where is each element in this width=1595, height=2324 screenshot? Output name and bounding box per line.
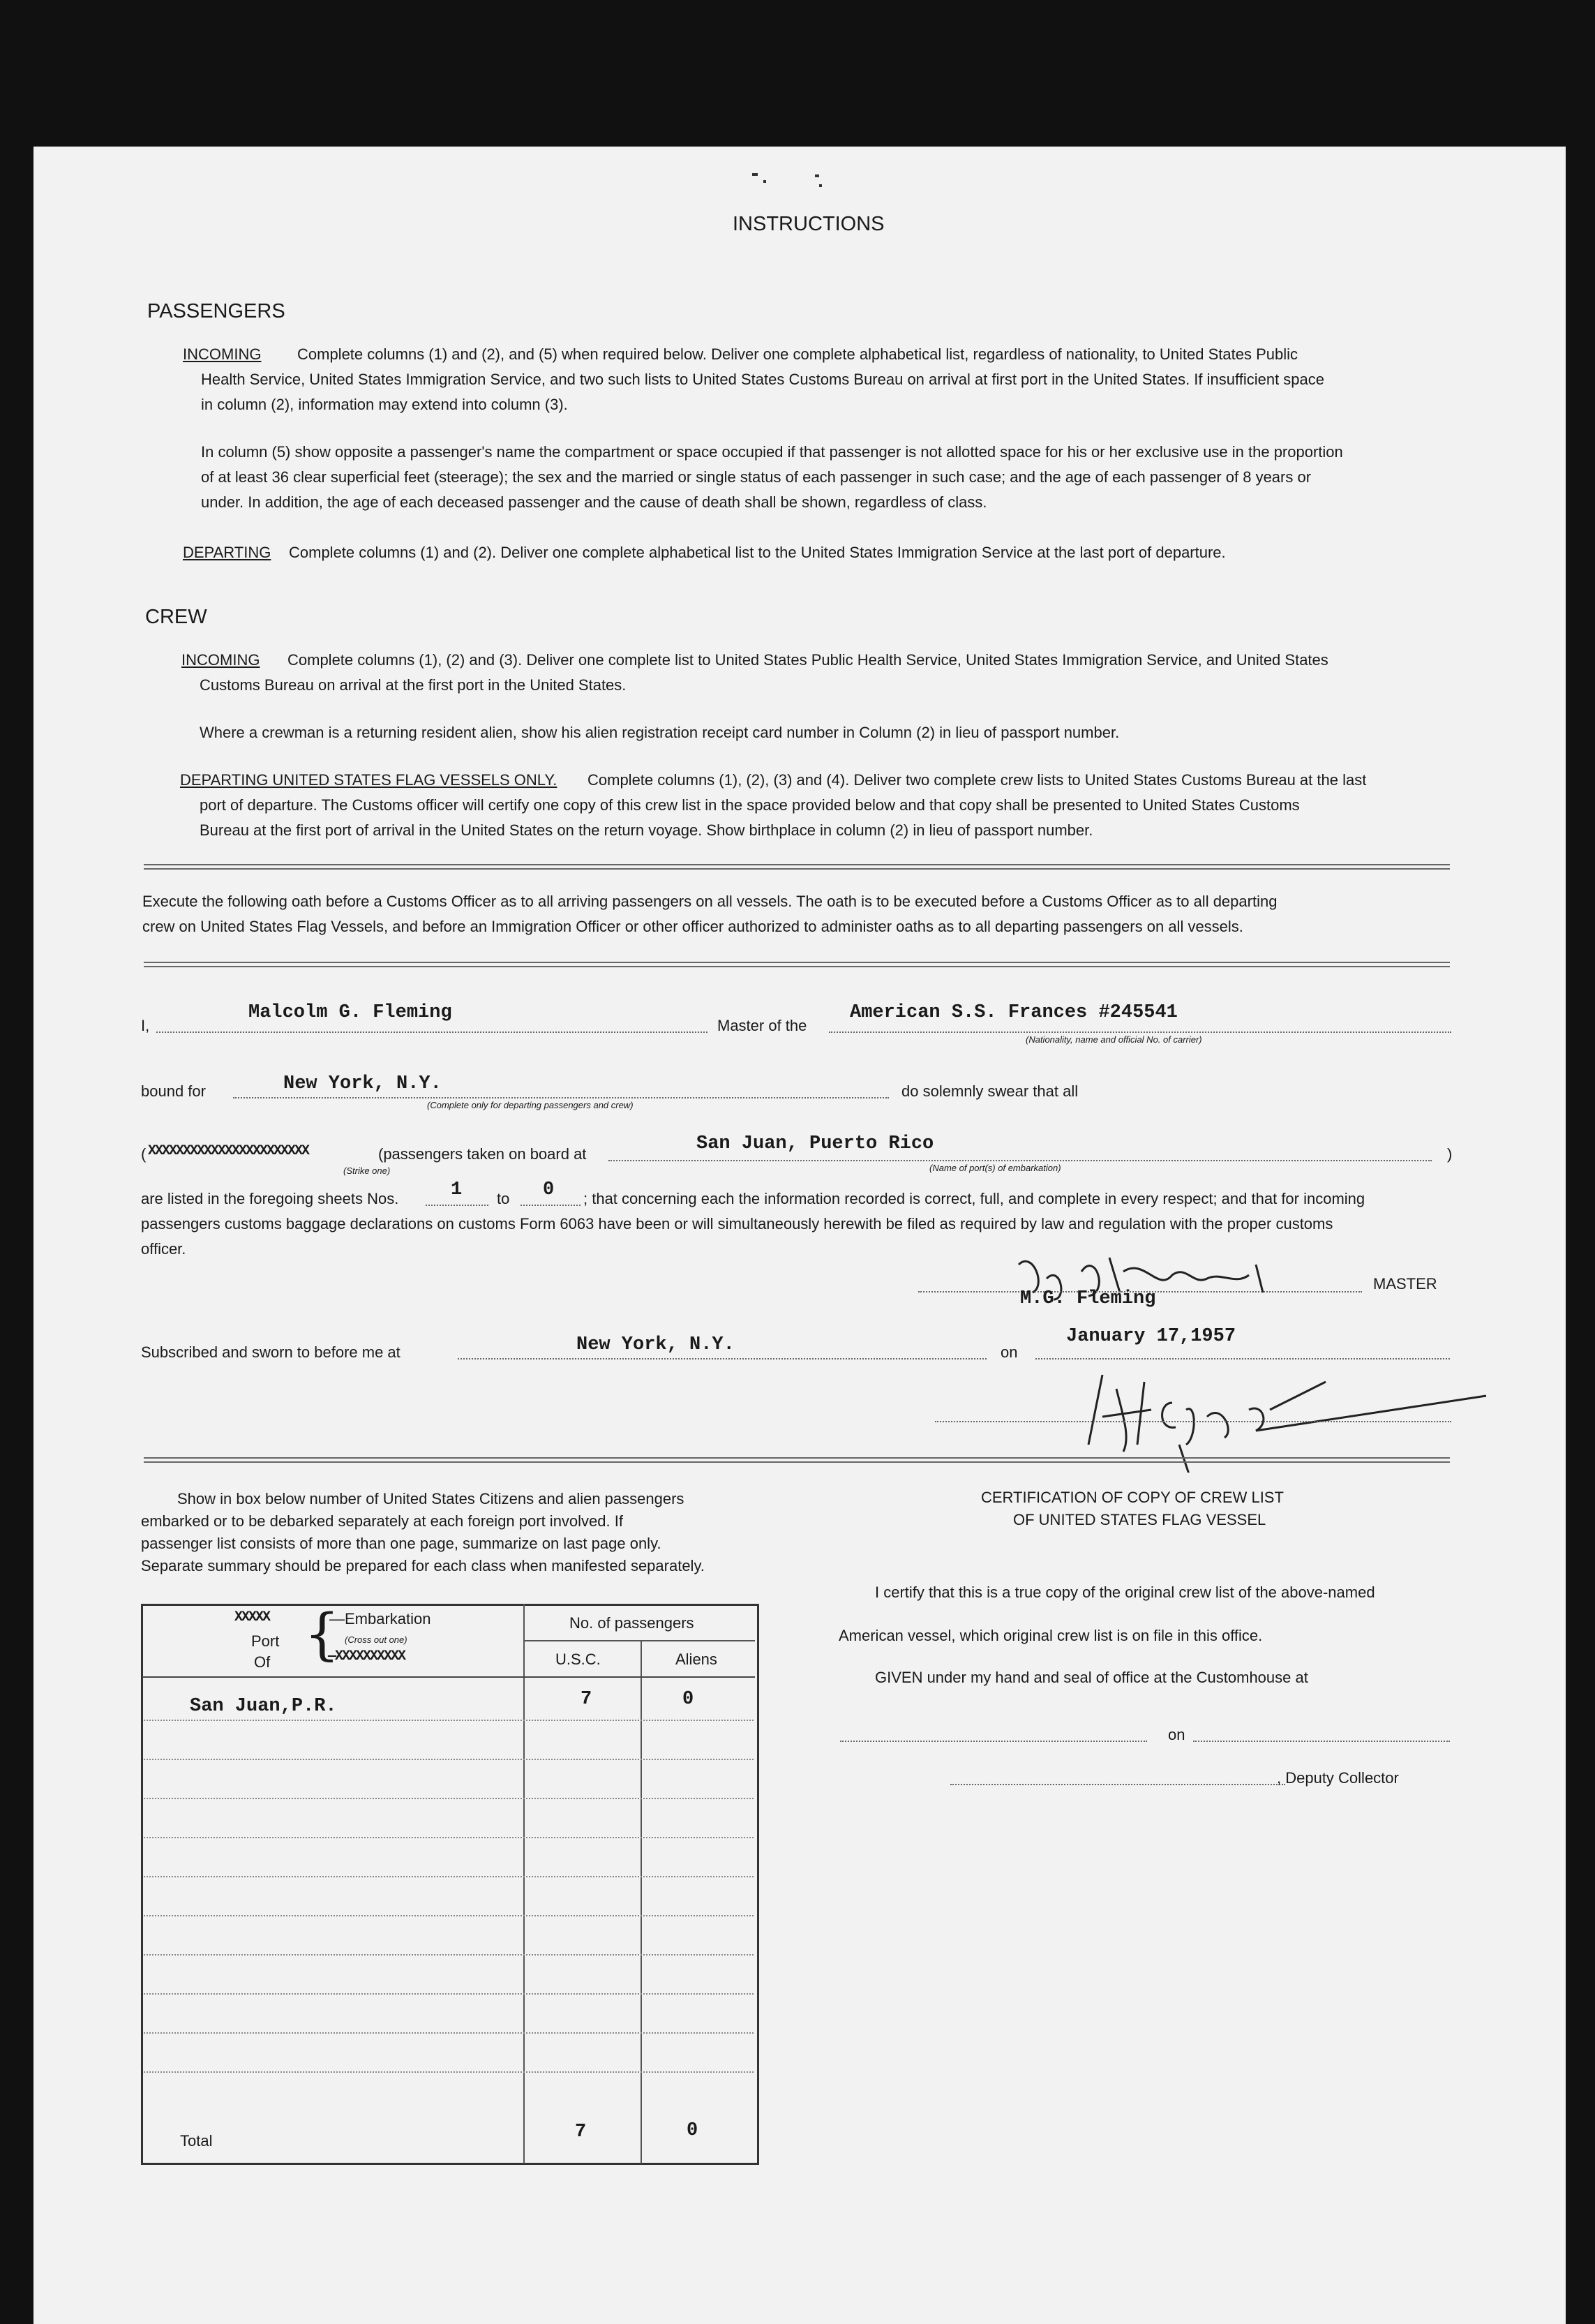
oath-divider	[144, 962, 1450, 967]
cert-line-2: American vessel, which original crew list is on file in this office.	[839, 1627, 1263, 1644]
summary-row-line	[144, 1837, 754, 1838]
summary-row-line	[144, 1954, 754, 1956]
crew-departing-text-2: port of departure. The Customs officer will certify one copy of this crew list in the space provided below and that copy shall be presented to United States Customs	[200, 796, 1300, 814]
summary-header-sub-divider	[525, 1640, 755, 1641]
oath-intro-1: Execute the following oath before a Customs Officer as to all arriving passengers on all vessels. The oath is to be executed before a Customs Officer as to all departing	[142, 893, 1278, 910]
sworn-date: January 17,1957	[1066, 1326, 1236, 1347]
passengers-departing-text: Complete columns (1) and (2). Deliver one complete alphabetical list to the United States Immigration Service at the last port of departure.	[289, 544, 1226, 561]
crew-departing-text-1: Complete columns (1), (2), (3) and (4). Deliver two complete crew lists to United States Customs Bureau at the last	[587, 771, 1367, 789]
listed-rest: ; that concerning each the information recorded is correct, full, and complete in every respect; and that for incoming	[583, 1190, 1365, 1207]
bottom-divider	[144, 1457, 1450, 1463]
summary-row-line	[144, 1993, 754, 1995]
cert-deputy-label: , Deputy Collector	[1277, 1769, 1399, 1787]
summary-instructions-1: Show in box below number of United States Citizens and alien passengers	[177, 1490, 684, 1507]
cert-title-1: CERTIFICATION OF COPY OF CREW LIST	[981, 1489, 1284, 1506]
dust-mark	[819, 184, 822, 187]
bound-for-value: New York, N.Y.	[283, 1073, 442, 1094]
master-of-label: Master of the	[717, 1017, 807, 1034]
debark-struck: —XXXXXXXXXX	[328, 1648, 405, 1664]
crew-incoming-label: INCOMING	[181, 651, 260, 669]
passengers-incoming-text-1: Complete columns (1) and (2), and (5) when required below. Deliver one complete alphabetical list, regardless of nationality, to United States Public	[297, 345, 1298, 363]
summary-row-line	[144, 2071, 754, 2073]
summary-instructions-4: Separate summary should be prepared for each class when manifested separately.	[141, 1557, 705, 1574]
row-port: San Juan,P.R.	[190, 1696, 337, 1717]
bound-for-line	[233, 1097, 889, 1098]
listed-label: are listed in the foregoing sheets Nos.	[141, 1190, 399, 1207]
embarkation-label: —Embarkation	[329, 1610, 431, 1627]
section-divider	[144, 864, 1450, 870]
cert-title-2: OF UNITED STATES FLAG VESSEL	[1013, 1511, 1266, 1528]
sheet-to: 0	[543, 1179, 555, 1200]
cert-customhouse-line	[840, 1741, 1147, 1742]
passengers-incoming-text-3: in column (2), information may extend into column (3).	[201, 396, 568, 413]
passengers-departing-label: DEPARTING	[183, 544, 271, 561]
struck-text: XXXXXXXXXXXXXXXXXXXXXXX	[148, 1143, 309, 1159]
listed-line-2: passengers customs baggage declarations on customs Form 6063 have been or will simultaneously herewith be filed as required by law and regulation with the proper customs	[141, 1215, 1333, 1232]
cert-deputy-line	[950, 1784, 1285, 1785]
summary-header-divider	[142, 1676, 755, 1678]
of-label: Of	[254, 1653, 271, 1671]
passengers-heading: PASSENGERS	[147, 300, 285, 322]
crew-incoming-text-2: Customs Bureau on arrival at the first port in the United States.	[200, 676, 627, 694]
officer-signature	[1074, 1361, 1521, 1473]
master-name-line	[156, 1031, 707, 1033]
crew-departing-label: DEPARTING UNITED STATES FLAG VESSELS ONLY.	[180, 771, 557, 789]
sheet-from: 1	[451, 1179, 463, 1200]
cross-out-caption: (Cross out one)	[345, 1634, 407, 1645]
total-label: Total	[180, 2132, 213, 2150]
cert-line-1: I certify that this is a true copy of the original crew list of the above-named	[875, 1584, 1375, 1601]
bound-for-label: bound for	[141, 1082, 206, 1100]
master-name: Malcolm G. Fleming	[248, 1002, 452, 1023]
summary-row-line	[144, 2032, 754, 2034]
sworn-place-line	[458, 1358, 987, 1360]
vessel-value: American S.S. Frances #245541	[850, 1002, 1178, 1023]
summary-row-line	[144, 1915, 754, 1916]
subscribed-label: Subscribed and sworn to before me at	[141, 1343, 400, 1361]
bound-caption: (Complete only for departing passengers and crew)	[427, 1100, 634, 1110]
swear-label: do solemnly swear that all	[901, 1082, 1079, 1100]
summary-instructions-2: embarked or to be debarked separately at each foreign port involved. If	[141, 1512, 623, 1530]
cert-line-3: GIVEN under my hand and seal of office at the Customhouse at	[875, 1669, 1308, 1686]
port-struck: XXXXX	[234, 1609, 270, 1625]
dust-mark	[763, 180, 766, 183]
sheet-from-line	[426, 1205, 488, 1206]
close-paren: )	[1447, 1145, 1453, 1163]
oath-i-label: I,	[141, 1017, 150, 1034]
crew-departing-text-3: Bureau at the first port of arrival in the United States on the return voyage. Show birthplace in column (2) in lieu of passport number.	[200, 821, 1093, 839]
officer-signature-line	[935, 1421, 1451, 1422]
cert-date-line	[1193, 1741, 1450, 1742]
row-usc: 7	[581, 1689, 592, 1710]
summary-col-divider-2	[641, 1640, 642, 2163]
port-label: Port	[251, 1632, 280, 1650]
summary-row-line	[144, 1798, 754, 1799]
page-title: INSTRUCTIONS	[733, 213, 885, 235]
crew-resident-text: Where a crewman is a returning resident alien, show his alien registration receipt card number in Column (2) in lieu of passport number.	[200, 724, 1120, 741]
vessel-caption: (Nationality, name and official No. of carrier)	[1026, 1034, 1202, 1045]
summary-row-line	[144, 1876, 754, 1877]
sworn-date-line	[1035, 1358, 1450, 1360]
brace-icon: {	[304, 1602, 340, 1667]
passengers-taken-label: (passengers taken on board at	[378, 1145, 587, 1163]
sheet-to-line	[521, 1205, 581, 1206]
summary-box	[141, 1604, 759, 2165]
passengers-incoming-text-2: Health Service, United States Immigration Service, and two such lists to United States Customs Bureau on arrival at first port in the United States. If insufficient space	[201, 371, 1325, 388]
aliens-label: Aliens	[675, 1651, 717, 1668]
signature-typed: M.G. Fleming	[1020, 1288, 1156, 1309]
passengers-col5-text-3: under. In addition, the age of each deceased passenger and the cause of death shall be shown, regardless of class.	[201, 493, 987, 511]
to-label: to	[497, 1190, 510, 1207]
crew-incoming-text-1: Complete columns (1), (2) and (3). Deliver one complete list to United States Public Health Service, United States Immigration Service, and United States	[287, 651, 1328, 669]
summary-row-line	[144, 1720, 754, 1721]
dust-mark	[815, 174, 819, 177]
summary-row-line	[144, 1759, 754, 1760]
strike-caption: (Strike one)	[343, 1165, 391, 1176]
dust-mark	[752, 173, 758, 176]
master-label: MASTER	[1373, 1275, 1437, 1293]
total-aliens: 0	[687, 2120, 698, 2141]
passengers-incoming-label: INCOMING	[183, 345, 262, 363]
crew-heading: CREW	[145, 606, 207, 628]
cert-on-label: on	[1168, 1726, 1185, 1743]
passengers-col5-text-2: of at least 36 clear superficial feet (steerage); the sex and the married or single status of each passenger in such case; and the age of each passenger of 8 years or	[201, 468, 1312, 486]
no-passengers-label: No. of passengers	[569, 1614, 694, 1632]
total-usc: 7	[575, 2122, 587, 2143]
strike-prefix: (	[141, 1145, 147, 1163]
vessel-line	[829, 1031, 1451, 1033]
listed-line-3: officer.	[141, 1240, 186, 1258]
embarked-caption: (Name of port(s) of embarkation)	[929, 1163, 1061, 1173]
row-aliens: 0	[682, 1689, 694, 1710]
usc-label: U.S.C.	[555, 1651, 601, 1668]
sworn-on-label: on	[1001, 1343, 1018, 1361]
summary-col-divider-1	[523, 1604, 525, 2163]
embarked-line	[608, 1160, 1432, 1161]
sworn-place: New York, N.Y.	[576, 1334, 735, 1355]
passengers-col5-text-1: In column (5) show opposite a passenger's name the compartment or space occupied if that passenger is not allotted space for his or her exclusive use in the proportion	[201, 443, 1343, 461]
summary-instructions-3: passenger list consists of more than one page, summarize on last page only.	[141, 1535, 661, 1552]
oath-intro-2: crew on United States Flag Vessels, and before an Immigration Officer or other officer authorized to administer oaths as to all departing passengers on all vessels.	[142, 918, 1243, 935]
embarked-port: San Juan, Puerto Rico	[696, 1133, 934, 1154]
